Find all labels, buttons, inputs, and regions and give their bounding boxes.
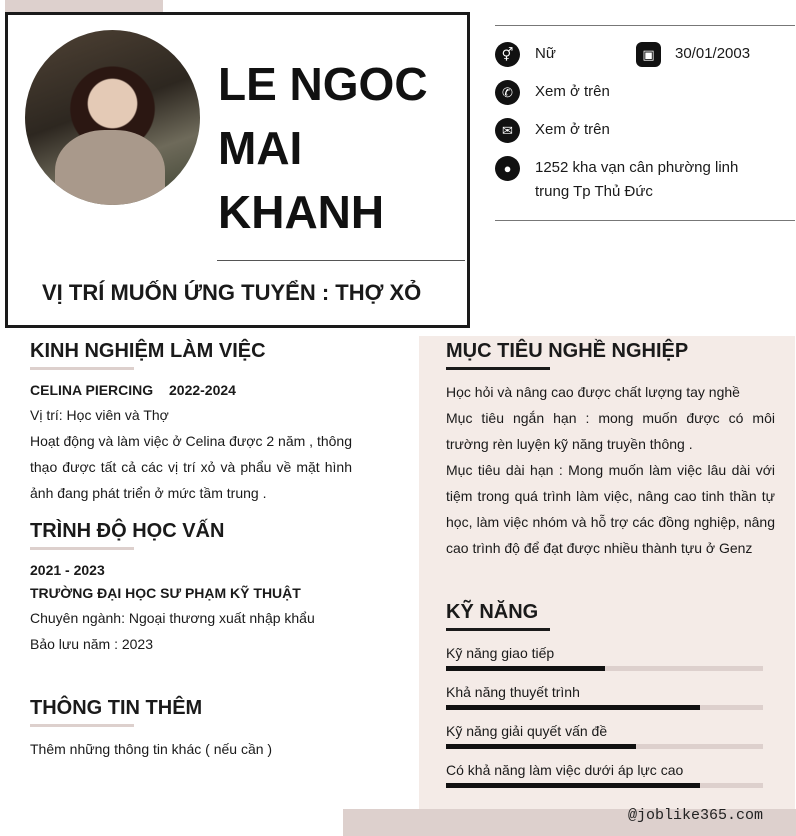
experience-underline — [30, 367, 134, 370]
skill-bar — [446, 666, 763, 671]
phone-icon: ✆ — [495, 80, 520, 105]
skill-label: Kỹ năng giải quyết vấn đề — [446, 723, 608, 739]
objective-long-term: Mục tiêu dài hạn : Mong muốn làm việc lâu dài với tiệm trong quá trình làm việc, nâng cao tinh thần tự học, làm việc nhóm và hỗ trợ các đồng nghiệp, nâng cao trình độ để đạt được nhiều thành tựu ở Genz — [446, 462, 775, 556]
experience-period: 2022-2024 — [169, 382, 236, 398]
skill-bar-fill — [446, 783, 700, 788]
objective-title: MỤC TIÊU NGHỀ NGHIỆP — [446, 340, 689, 362]
experience-company: CELINA PIERCING — [30, 382, 154, 398]
desired-position: VỊ TRÍ MUỐN ỨNG TUYỂN : THỢ XỎ — [42, 280, 422, 305]
education-title: TRÌNH ĐỘ HỌC VẤN — [30, 520, 225, 542]
skills-underline — [446, 628, 550, 631]
calendar-icon: ▣ — [636, 42, 661, 67]
skill-bar — [446, 783, 763, 788]
skill-bar — [446, 744, 763, 749]
experience-role: Vị trí: Học viên và Thợ — [30, 407, 169, 423]
education-school: TRƯỜNG ĐẠI HỌC SƯ PHẠM KỸ THUẬT — [30, 585, 301, 601]
skill-label: Khả năng thuyết trình — [446, 684, 580, 700]
location-icon: ● — [495, 156, 520, 181]
skill-label: Kỹ năng giao tiếp — [446, 645, 555, 661]
skill-label: Có khả năng làm việc dưới áp lực cao — [446, 762, 684, 778]
email-value: Xem ở trên — [535, 121, 610, 138]
objective-short-term: Mục tiêu ngắn hạn : mong muốn được có môi trường rèn luyện kỹ năng truyền thông . — [446, 410, 775, 452]
education-major: Chuyên ngành: Ngoại thương xuất nhập khẩu — [30, 610, 315, 626]
contact-top-rule — [495, 25, 795, 26]
skill-bar-fill — [446, 666, 605, 671]
address-line-1: 1252 kha vạn cân phường linh — [535, 159, 739, 176]
footer-watermark: @joblike365.com — [628, 807, 764, 824]
experience-title: KINH NGHIỆM LÀM VIỆC — [30, 340, 266, 362]
objective-underline — [446, 367, 550, 370]
extra-info-underline — [30, 724, 134, 727]
phone-value: Xem ở trên — [535, 83, 610, 100]
education-underline — [30, 547, 134, 550]
education-period: 2021 - 2023 — [30, 562, 105, 578]
candidate-name: LE NGOC MAI KHANH — [218, 58, 428, 238]
skills-title: KỸ NĂNG — [446, 601, 539, 623]
experience-description: Hoạt động và làm việc ở Celina được 2 năm , thông thạo được tất cả các vị trí xỏ và phẩu về mặt hình ảnh đang phát triển ở mức tầm trung . — [30, 433, 352, 501]
name-divider — [217, 260, 465, 261]
skill-bar — [446, 705, 763, 710]
skill-bar-fill — [446, 744, 636, 749]
birthday-value: 30/01/2003 — [675, 45, 751, 62]
profile-photo — [25, 30, 200, 205]
education-note: Bảo lưu năm : 2023 — [30, 636, 154, 652]
mail-icon: ✉ — [495, 118, 520, 143]
gender-value: Nữ — [535, 45, 556, 62]
skill-bar-fill — [446, 705, 700, 710]
extra-info-text: Thêm những thông tin khác ( nếu cần ) — [30, 741, 273, 757]
extra-info-title: THÔNG TIN THÊM — [30, 697, 203, 719]
gender-icon: ⚥ — [495, 42, 520, 67]
contact-bottom-rule — [495, 220, 795, 221]
objective-line-1: Học hỏi và nâng cao được chất lượng tay nghề — [446, 384, 740, 400]
address-line-2: trung Tp Thủ Đức — [535, 183, 653, 200]
